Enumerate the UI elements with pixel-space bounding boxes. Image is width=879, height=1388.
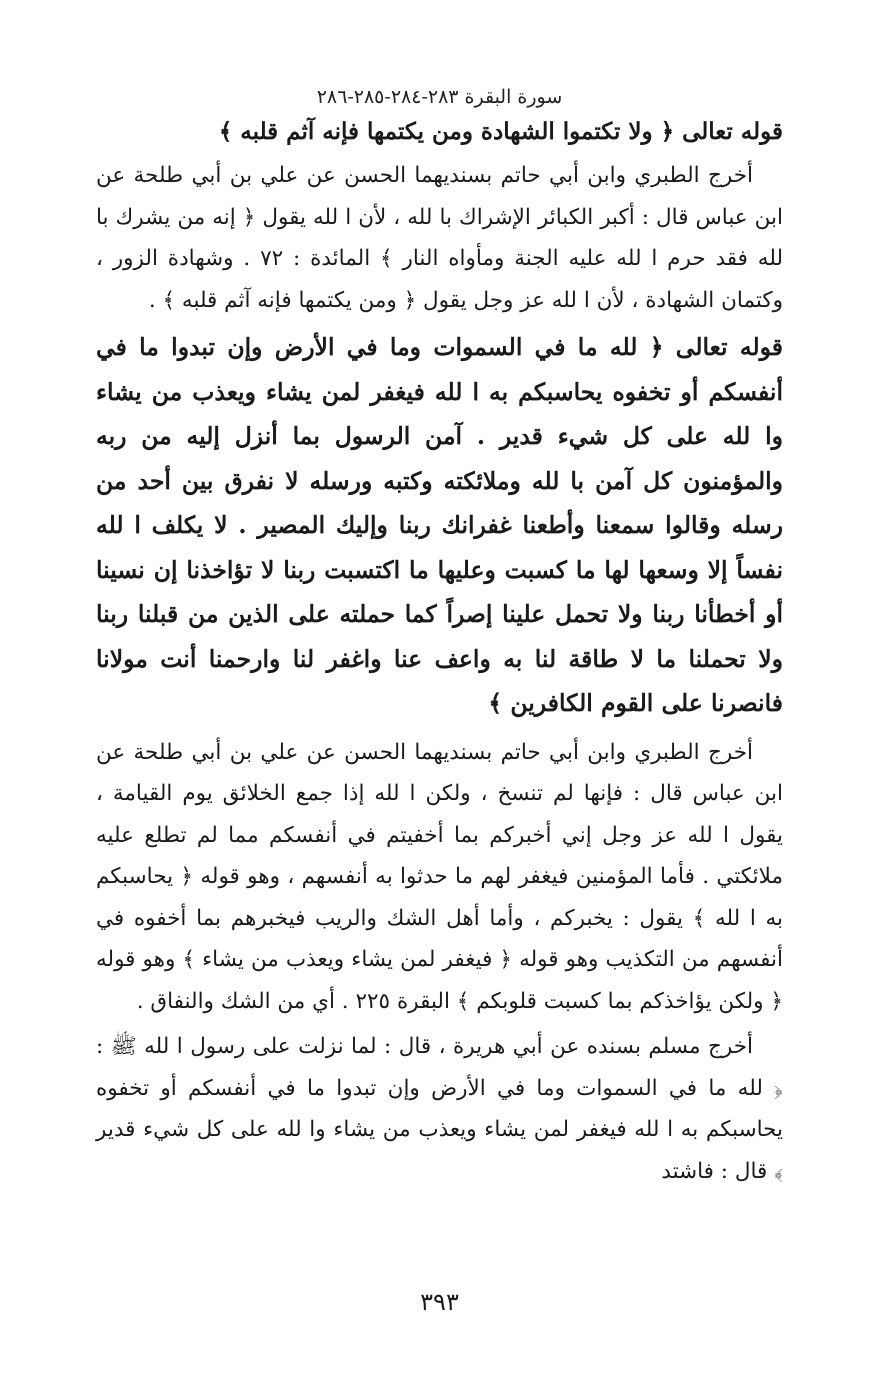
- page-number: ٣٩٣: [420, 1288, 459, 1316]
- commentary-paragraph: أخرج الطبري وابن أبي حاتم بسنديهما الحسن عن علي بن أبي طلحة عن ابن عباس قال : أكبر الكبائر الإشراك با لله ، لأن ا لله يقول ﴿ إنه من يشرك با لله فقد حرم ا لله عليه الجنة ومأواه النار ﴾ المائدة : ٧٢ . وشهادة الزور ، وكتمان الشهادة ، لأن ا لله عز وجل يقول ﴿ ومن يكتمها فإنه آثم قلبه ﴾ .: [96, 163, 783, 313]
- section-heading-verse-283: قوله تعالى ﴿ ولا تكتموا الشهادة ومن يكتمها فإنه آثم قلبه ﴾: [218, 118, 783, 145]
- commentary-paragraph: أخرج الطبري وابن أبي حاتم بسنديهما الحسن عن علي بن أبي طلحة عن ابن عباس قال : فإنها لم تنسخ ، ولكن ا لله إذا جمع الخلائق يوم القيامة ، يقول ا لله عز وجل إني أخبركم بما أخفيتم في أنفسكم مما لم تطلع عليه ملائكتي . فأما المؤمنين فيغفر لهم ما حدثوا به أنفسهم ، وهو قوله ﴿ يحاسبكم به ا لله ﴾ يقول : يخبركم ، وأما أهل الشك والريب فيخبرهم بما أخفوه في أنفسهم من التكذيب وهو قوله ﴿ فيغفر لمن يشاء ويعذب من يشاء ﴾ وهو قوله ﴿ ولكن يؤاخذكم بما كسبت قلوبكم ﴾ البقرة ٢٢٥ . أي من الشك والنفاق .: [96, 739, 783, 1014]
- page-content: [96, 84, 783, 1388]
- commentary-paragraph: أخرج مسلم بسنده عن أبي هريرة ، قال : لما نزلت على رسول ا لله ﷺ : ﴿ لله ما في السموات وما في الأرض وإن تبدوا ما في أنفسكم أو تخفوه يحاسبكم به ا لله فيغفر لمن يشاء ويعذب من يشاء وا لله على كل شيء قدير ﴾ قال : فاشتد: [96, 1034, 783, 1184]
- running-title: سورة البقرة ٢٨٣-٢٨٤-٢٨٥-٢٨٦: [316, 86, 563, 108]
- section-heading-verses-284-286: قوله تعالى ﴿ لله ما في السموات وما في الأرض وإن تبدوا ما في أنفسكم أو تخفوه يحاسبكم به ا لله فيغفر لمن يشاء ويعذب من يشاء وا لله على كل شيء قدير . آمن الرسول بما أنزل إليه من ربه والمؤمنون كل آمن با لله وملائكته وكتبه ورسله لا نفرق بين أحد من رسله وقالوا سمعنا وأطعنا غفرانك ربنا وإليك المصير . لا يكلف ا لله نفساً إلا وسعها لها ما كسبت وعليها ما اكتسبت ربنا لا تؤاخذنا إن نسينا أو أخطأنا ربنا ولا تحمل علينا إصراً كما حملته على الذين من قبلنا ربنا ولا تحملنا ما لا طاقة لنا به واعف عنا واغفر لنا وارحمنا أنت مولانا فانصرنا على القوم الكافرين ﴾: [96, 333, 783, 717]
